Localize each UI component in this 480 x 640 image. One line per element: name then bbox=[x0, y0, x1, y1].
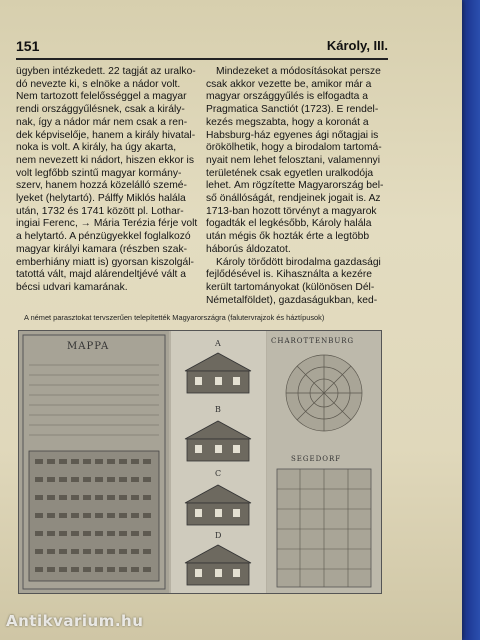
right-line: csak akkor vezette be, amikor már a bbox=[206, 78, 372, 90]
mappa-panel bbox=[19, 331, 169, 593]
left-line: Nem tartozott felelősséggel a magyar bbox=[16, 91, 187, 103]
left-line: tatottá vált, majd alárendeltjévé vált a bbox=[16, 269, 186, 281]
right-line: kezés megszabta, hogy a koronát a bbox=[206, 116, 369, 128]
right-column bbox=[206, 66, 392, 307]
right-line: fejlődésével is. Kihasználta a kezére bbox=[206, 269, 372, 281]
right-line: került tartományokat (különösen Dél- bbox=[206, 281, 375, 293]
left-line: dek képviselője, hanem a király hivatal- bbox=[16, 129, 196, 141]
header-rule bbox=[16, 58, 388, 60]
right-line: Mindezeket a módosításokat persze bbox=[216, 66, 381, 77]
left-line: magyar királyi kamara (részben szak- bbox=[16, 243, 188, 255]
right-line: Károly törődött birodalma gazdasági bbox=[216, 256, 381, 268]
page-header bbox=[16, 38, 388, 56]
segedorf-label: SEGEDORF bbox=[291, 455, 342, 463]
house-letter-d: D bbox=[215, 531, 223, 540]
left-line: ügyben intézkedett. 22 tagját az uralko- bbox=[16, 66, 196, 77]
left-line: után, 1732 és 1741 között pl. Lothar- bbox=[16, 205, 184, 217]
left-line: ingiai Ferenc, → Mária Terézia férje volt bbox=[16, 218, 198, 230]
figure-caption: A német parasztokat tervszerűen telepítették Magyarországra (falutervrajzok és háztípusok) bbox=[24, 313, 325, 322]
right-line: fogadták el legkésőbb, Károly halála bbox=[206, 218, 372, 230]
charottenburg-label: CHAROTTENBURG bbox=[271, 337, 355, 345]
house-letter-b: B bbox=[215, 405, 222, 414]
right-line: háborús áldozatot. bbox=[206, 243, 291, 255]
left-line: bécsi udvari kamarának. bbox=[16, 281, 128, 293]
right-line: Pragmatica Sanctiót (1723). E rendel- bbox=[206, 104, 379, 116]
watermark: Antikvarium.hu bbox=[6, 612, 144, 630]
right-line: örökölhetik, hogy a birodalom tartomá- bbox=[206, 142, 382, 154]
village-plans-figure bbox=[18, 330, 382, 594]
right-line: lehet. Ám rögzítette Magyarország bel- bbox=[206, 180, 384, 192]
left-line: nem nevezett ki nádort, hiszen ekkor is bbox=[16, 154, 194, 166]
running-head: Károly, III. bbox=[326, 38, 388, 53]
right-line: magyar országgyűlés is elfogadta a bbox=[206, 91, 368, 103]
left-line: emberhiány miatt is) gyorsan kiszolgál- bbox=[16, 256, 194, 268]
left-column bbox=[16, 66, 202, 295]
left-line: volt legfőbb szintű magyar kormány- bbox=[16, 167, 182, 179]
right-line: Németalföldet), gazdaságukban, ked- bbox=[206, 294, 378, 306]
left-line: lyeket (helytartó). Pálffy Miklós halála bbox=[16, 193, 186, 205]
house-letter-c: C bbox=[215, 469, 223, 478]
house-types-panel bbox=[171, 331, 266, 593]
mappa-drawing bbox=[19, 331, 169, 593]
left-line: dó nevezte ki, s elnöke a nádor volt. bbox=[16, 78, 181, 90]
left-line: szerv, hanem hozzá közelálló szemé- bbox=[16, 180, 187, 192]
right-line: Habsburg-ház egyenes ági nőtagjai is bbox=[206, 129, 379, 141]
house-drawings bbox=[171, 331, 266, 593]
left-line: a helytartó. A pénzügyekkel foglalkozó bbox=[16, 231, 191, 243]
right-line: 1713-ban hozott törvényt a magyarok bbox=[206, 205, 377, 217]
left-line: nak, így a nádor már nem csak a ren- bbox=[16, 116, 188, 128]
right-line: nyait nem lehet felosztani, valamennyi bbox=[206, 154, 380, 166]
village-plans-panel bbox=[267, 331, 381, 593]
page-number: 151 bbox=[16, 38, 40, 54]
right-line: területének csak egyetlen uralkodója bbox=[206, 167, 374, 179]
right-line: ső önállóságát, rendjeinek jogait is. Az bbox=[206, 193, 381, 205]
house-letter-a: A bbox=[215, 339, 222, 348]
left-line: noka is volt. A király, ha úgy akarta, bbox=[16, 142, 177, 154]
left-line: rendi országgyűlésnek, csak a király- bbox=[16, 104, 185, 116]
mappa-label: MAPPA bbox=[67, 341, 110, 352]
right-line: után mégis ők hozták érte a legtöbb bbox=[206, 231, 370, 243]
